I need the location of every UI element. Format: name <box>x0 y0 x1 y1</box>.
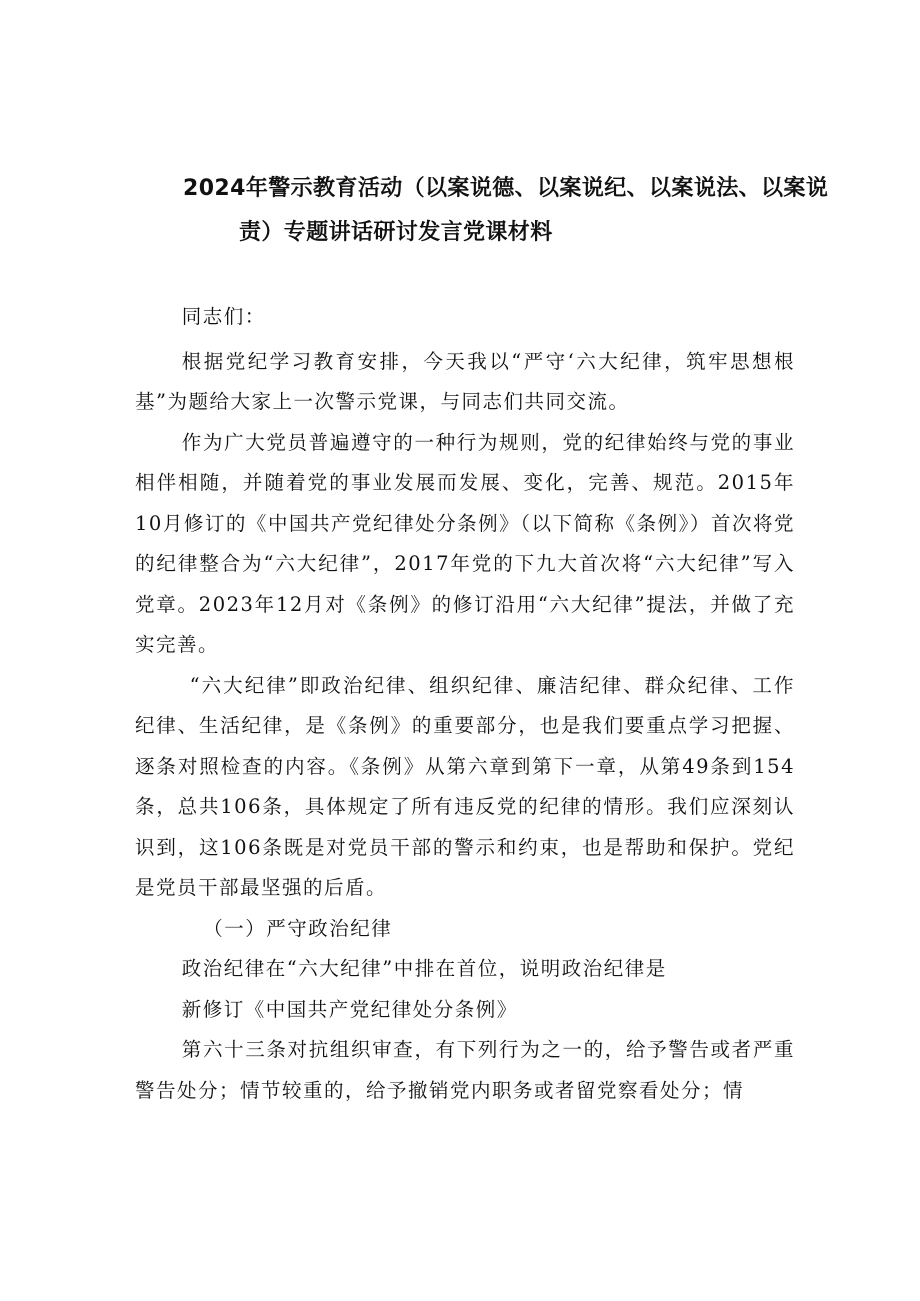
greeting: 同志们： <box>181 305 266 328</box>
title-line-2: 责）专题讲话研讨发言党课材料 <box>239 220 553 245</box>
section-line-1: 政治纪律在“六大纪律”中排在首位，说明政治纪律是 <box>181 957 667 980</box>
section-line-2: 新修订《中国共产党纪律处分条例》 <box>181 997 518 1021</box>
section-article-paragraph: 第六十三条对抗组织审查，有下列行为之一的，给予警告或者严重警告处分；情节较重的，给予撤销党内职务或者留党察看处分；情 <box>135 1038 795 1102</box>
section-heading: （一）严守政治纪律 <box>203 916 393 940</box>
paragraph-history: 作为广大党员普遍遵守的一种行为规则，党的纪律始终与党的事业相伴相随，并随着党的事业发展而发展、变化，完善、规范。2015年10月修订的《中国共产党纪律处分条例》（以下简称《条例》）首次将党的纪律整合为“六大纪律”，2017年党的下九大首次将“六大纪律”写入党章。2023年12月对《条例》的修订沿用“六大纪律”提法，并做了充实完善。 <box>135 430 795 656</box>
paragraph-intro: 根据党纪学习教育安排，今天我以“严守‘六大纪律，筑牢思想根基”为题给大家上一次警示党课，与同志们共同交流。 <box>135 349 795 413</box>
paragraph-six-disciplines: “六大纪律”即政治纪律、组织纪律、廉洁纪律、群众纪律、工作纪律、生活纪律，是《条例》的重要部分，也是我们要重点学习把握、逐条对照检查的内容。《条例》从第六章到第下一章，从第49条到154条，总共106条，具体规定了所有违反党的纪律的情形。我们应深刻认识到，这106条既是对党员干部的警示和约束，也是帮助和保护。党纪是党员干部最坚强的后盾。 <box>135 673 795 899</box>
document-title <box>183 167 829 255</box>
document-body <box>135 297 795 1111</box>
title-line-1: 2024年警示教育活动（以案说德、以案说纪、以案说法、以案说 <box>183 176 829 201</box>
